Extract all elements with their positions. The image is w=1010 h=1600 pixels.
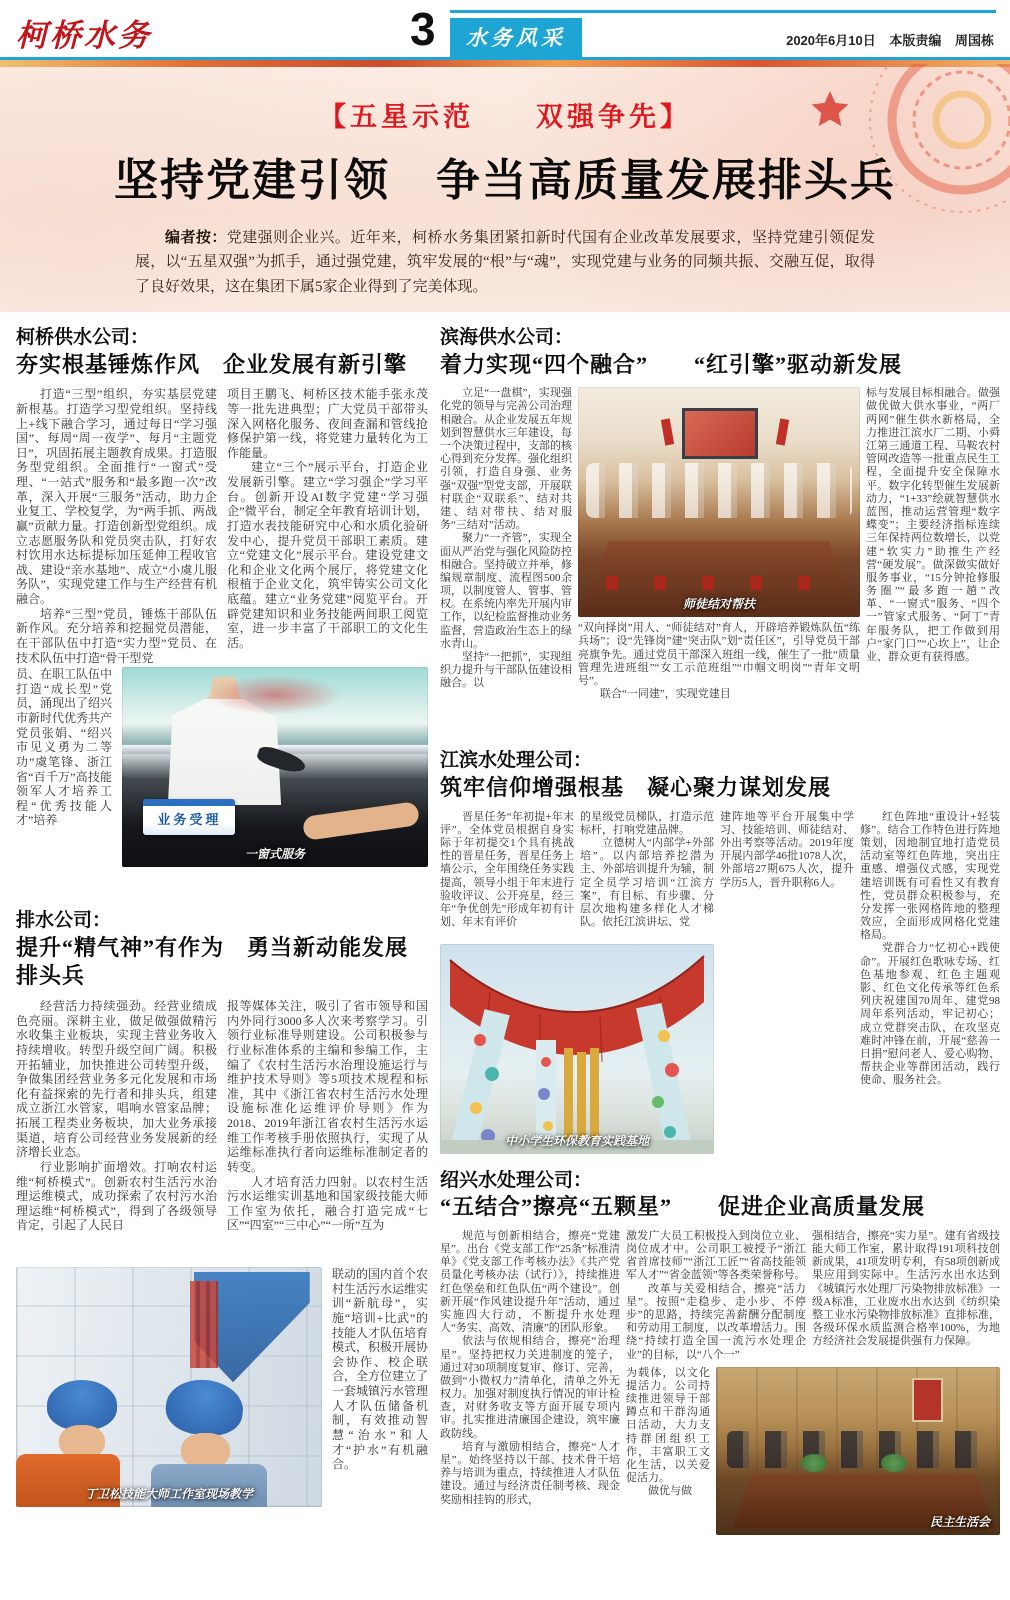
- text-column: [440, 387, 572, 739]
- paragraph: 培育与激励相结合，擦亮“人才星”。始终坚持以干部、技术骨干培养与培训为重点，持续推进人才队伍建设。通过与经济责任制考核、现金奖励相挂钩的形式，: [440, 1440, 620, 1506]
- paragraph: 晋星任务“年初提+年末评”。全体党员根据自身实际于年初提交1个具有挑战性的晋星任务，晋星任务上墙公示，全年围绕任务实践提高，领导小组于年末进行验收评议、公开亮星，经三年“争优创先”形成年初有计划、年末有评价: [440, 810, 574, 929]
- middle-column: [578, 387, 860, 739]
- banner: [0, 60, 1010, 312]
- article-title-line2: “五结合”擦亮“五颗星” 促进企业高质量发展: [440, 1194, 926, 1220]
- text-column: [720, 811, 854, 1159]
- paragraph: 坚持“一把抓”，实现组织力提升与干部队伍建设相融合。以: [440, 651, 572, 690]
- article-body: [440, 811, 1000, 1159]
- worker-helmet: [47, 1380, 117, 1430]
- text-row: [626, 1230, 1000, 1362]
- red-curtain: [190, 1281, 218, 1367]
- paragraph: 打造“三型”组织，夯实基层党建新根基。打造学习型党组织。坚持线上+线下融合学习，通过每日“学习强国”、每周“周一夜学”、每月“主题党日”，巩固拓展主题教育成果。打造服务型党组织。全面推行“一窗式”受理、“一站式”服务和“最多跑一次”改革，深入开展“三服务”活动，助力企业复工、学校复学，为“两手抓、两战赢”贡献力量。打造创新型党组织。成立志愿服务队和党员突击队，打好农村饮用水达标提标加压延伸工程收官战、建设“亲水基地”、成立“小虞儿服务队”，实现党建工作与生产经营有机融合。: [16, 387, 217, 607]
- article-body: [440, 1230, 1000, 1535]
- editor-note: [135, 226, 875, 299]
- worker-helmet: [163, 1376, 245, 1439]
- text-column: [227, 387, 428, 665]
- paragraph: 强相结合，擦亮“实力星”。建有省级技能大师工作室，累计取得191项科技创新成果，41项发明专利，有58项创新成果应用到实际中。生活污水出水达到《城镇污水处理厂污染物排放标准》一级A标准，工业废水出水达到《纺织染整工业水污染物排放标准》直排标准，各级环保水质监测合格率100%，为地方经济社会发展提供强有力保障。: [812, 1229, 1000, 1348]
- banner-ornament-strip: [0, 60, 1010, 67]
- article-title: [440, 1169, 1000, 1222]
- left-column-group: [16, 320, 428, 1535]
- photo-caption: 师徒结对帮扶: [682, 597, 755, 612]
- right-column-group: [440, 320, 1000, 1535]
- left-block: [440, 811, 714, 1159]
- article-title: [440, 326, 1000, 379]
- article-keqiao-supply: [16, 326, 428, 867]
- page-number: 3: [410, 3, 436, 55]
- photo-row: [626, 1367, 1000, 1535]
- section-badge: 水务风采: [450, 18, 582, 57]
- text-column: [812, 1230, 1000, 1362]
- photo-row: [16, 667, 428, 867]
- editor-name: 周国栋: [954, 33, 994, 48]
- page-content: [0, 312, 1010, 1535]
- photo-caption: 一窗式服务: [244, 847, 305, 862]
- photo-caption: 民主生活会: [929, 1514, 990, 1529]
- plant-icon: [881, 1454, 907, 1472]
- red-folders: [606, 576, 832, 590]
- paragraph: 项目王鹏飞、柯桥区技术能手张永茂等一批先进典型；广大党员干部带头深入网格化服务、夜间查漏和管线抢修保护第一线，将党建力量转化为工作能量。: [227, 387, 428, 460]
- paragraph: 标与发展目标相融合。做强做优做大供水事业，“两厂两网”催生供水新格局，全力推进江滨水厂二期、小舜江第三通道工程、马鞍农村管网改造等一批重点民生工程，全面提升安全保障水平。数字化转型催生发展新动力，“1+33”绘就智慧供水蓝图，推动运营管理“数字蝶变”；主要经济指标连续三年保持两位数增长，以党建“软实力”助推生产经营“硬发展”。做深做实做好服务事业，“15分钟抢修服务圈”“最多跑一趟”改革、“一窗式”服务、“四个一”管家式服务、“阿丁”青年服务队，把工作做到用户“家门口”“心坎上”，让企业、群众更有获得感。: [866, 387, 1000, 664]
- paragraph: 员、在职工队伍中打造“成长型”党员，涌现出了绍兴市新时代优秀共产党员张娟、“绍兴市见义勇为二等功”虞笔锋、浙江省“百千万”高技能领军人才培养工程“优秀技能人才”培养: [16, 667, 113, 828]
- article-body: [16, 999, 428, 1265]
- article-title: [16, 326, 428, 379]
- right-block: [626, 1230, 1000, 1535]
- article-jiangbin-treatment: [440, 749, 1000, 1158]
- photo-mentor-pairing: [578, 387, 860, 617]
- text-column: [16, 667, 112, 867]
- paragraph: 经营活力持续强劲。经营业绩成色亮丽。深耕主业，做足做强做精污水收集主业板块，实现主营业务收入持续增收。转型升级空间广阔。积极开拓辅业，加快推进公司转型升级，争做集团经营业务多元化发展和市场化有益探索的先行者和排头兵，组建成立浙江水管家，唱响水管家品牌；拓展工程类业务板块，加大业务承接渠道，培育公司经营业务发展新的经济增长业态。: [16, 999, 217, 1160]
- photo-row: [16, 1267, 428, 1507]
- paragraph: 人才培育活力四射。以农村生活污水运维实训基地和国家级技能大师工作室为依托，融合打造完成“七区”“四室”“三中心”“一所”互为: [227, 1174, 428, 1233]
- photo-caption: 丁卫松技能大师工作室现场教学: [84, 1487, 253, 1502]
- text-row: [440, 811, 714, 939]
- plant-icon: [801, 1454, 827, 1472]
- paragraph: 联合“一同建”，实现党建目: [600, 688, 731, 701]
- paragraph: 建阵地等平台开展集中学习、技能培训、师徒结对、外出考察等活动。2019年度开展内部学46批1078人次，外部培27期675人次，提升学历5人，晋升职称6人。: [720, 810, 854, 889]
- article-title-line1: 柯桥供水公司：: [16, 327, 150, 348]
- masthead-logo: 柯桥水务: [16, 18, 152, 53]
- article-title-line1: 绍兴水处理公司：: [440, 1169, 593, 1191]
- article-title-line1: 排水公司：: [16, 910, 112, 932]
- paragraph: “双向择岗”用人、“师徒结对”育人，开辟培养锻炼队伍“练兵场”；设“先锋岗”建“突击队”划“责任区”，引导党员干部亮旗争先。通过党员干部深入班组一线，催生了一批“质量管理先进班组”“女工示范班组”“巾帼文明岗”“青年文明号”。: [578, 622, 860, 688]
- text-column: [578, 622, 860, 701]
- clerk-figure: [168, 677, 281, 805]
- counter-sign: [143, 799, 235, 835]
- article-title-line2: 筑牢信仰增强根基 凝心聚力谋划发展: [440, 774, 832, 800]
- paragraph: 改革与关爱相结合，擦亮“活力星”。按照“走稳步、走小步、不停步”的思路，持续完善薪酬分配制度和劳动用工制度，以改革增活力。围绕“持续打造全国一流污水处理企业”的目标，以“八个一”: [626, 1282, 806, 1361]
- article-paishui-drainage: [16, 909, 428, 1507]
- red-flag-icon: [775, 419, 788, 446]
- article-binhai-supply: [440, 326, 1000, 739]
- photo-caption: 中小学生环保教育实践基地: [504, 1133, 649, 1148]
- article-body: [440, 387, 1000, 739]
- text-column: [440, 811, 574, 939]
- article-title-line1: 滨海供水公司：: [440, 327, 574, 348]
- people-row: [727, 1431, 988, 1468]
- text-column: [580, 811, 714, 939]
- paragraph: 联动的国内首个农村生活污水运维实训“新航母”，实施“培训+比武”的技能人才队伍培育模式，积极开展协会协作、校企联合，全方位建立了一套城镇污水管理人才队伍储备机制，有效推动智慧“治水”和人才“护水”有机融合。: [332, 1267, 429, 1472]
- paragraph: 建立“三个”展示平台，打造企业发展新引擎。建立“学习强企”学习平台。创新开设AI数字党建“学习强企”微平台，制定全年教育培训计划，打造水表技能研究中心和水质化验研发中心，提升党员干部职工素质。建立“党建文化”展示平台。建设党建文化和企业文化两个展厅，将党建文化根植于企业文化，筑牢铸实公司文化底蕴。建立“业务党建”阅览平台。开辟党建知识和业务技能两间职工阅览室，进一步丰富了干部职工的文化生活。: [227, 460, 428, 650]
- text-column: [332, 1267, 428, 1507]
- paragraph: 激发广大员工积极投入到岗位立业、岗位成才中。公司职工被授予“浙江省首席技师”“浙江工匠”“省高技能领军人才”“省金蓝领”等各类荣誉称号。: [626, 1229, 806, 1282]
- article-title-line2: 提升“精气神”有作为 勇当新动能发展排头兵: [16, 934, 409, 989]
- text-column: [860, 811, 1000, 1159]
- people-row: [586, 463, 851, 518]
- text-column: [16, 387, 217, 665]
- photo-eco-education-base: [440, 944, 714, 1154]
- editor-note-text: 党建强则企业兴。近年来，柯桥水务集团紧扣新时代国有企业改革发展要求，坚持党建引领促发展，以“五星双强”为抓手，通过强党建，筑牢发展的“根”与“魂”，实现党建与业务的同频共振、交融互促，取得了良好效果，这在集团下属5家企业得到了完美体现。: [135, 230, 875, 295]
- dateline: [776, 30, 994, 49]
- paragraph: 党群合力“忆初心+践使命”。开展红色歌咏专场、红色基地参观、红色主题观影、红色文化传承等红色系列庆祝建国70周年、建党98周年系列活动，牢记初心；成立党群突击队，在攻坚克难时冲锋在前，开展“慈善一日捐”慰问老人、爱心购物、帮扶企业等群团活动，践行使命、服务社会。: [860, 942, 1000, 1087]
- article-body: [16, 387, 428, 665]
- photo-master-studio-teaching: [16, 1267, 322, 1507]
- playground-illustration: [440, 944, 714, 1154]
- paragraph: 为载体，以文化提活力。公司持续推进领导干部蹲点和干群沟通日活动，大力支持群团组织工作，丰富职工文化生活，以关爱促活力。: [626, 1366, 710, 1485]
- paragraph: 报等媒体关注，吸引了省市领导和国内外同行3000多人次来考察学习。引领行业标准导则建设。公司积极参与行业标准体系的主编和参编工作，主编了《农村生活污水治理设施运行与维护技术导则》等5项技术规程和标准，其中《浙江省农村生活污水处理设施标准化运维评价导则》作为2018、2019年浙江省农村生活污水运维工作考核手册依照执行，实现了从运维标准执行者向运维标准制定者的转变。: [227, 999, 428, 1174]
- text-column: [440, 1230, 620, 1535]
- paragraph: 依法与依规相结合，擦亮“治理星”。坚持把权力关进制度的笼子，通过对30项制度复审、修订、完善，做到“小微权力”清单化，清单之外无权力。加强对制度执行情况的审计检查，对财务收支等方面开展专项内审。扎实推进清廉国企建设，筑牢廉政防线。: [440, 1335, 620, 1440]
- text-column: [227, 999, 428, 1265]
- editor-note-label: 编者按：: [165, 230, 227, 246]
- paragraph: 规范与创新相结合，擦亮“党建星”。出台《党支部工作“25条”标准清单》《党支部工作考核办法》《共产党员量化考核办法（试行）》，持续推进红色堡垒和红色队伍“两个建设”。创新开展“作风建设提升年”活动，通过实施四大行动，不断提升水处理人“务实、高效、清廉”的团队形象。: [440, 1229, 620, 1335]
- photo-democratic-life-meeting: [716, 1367, 1000, 1535]
- article-title-line1: 江滨水处理公司：: [440, 750, 593, 772]
- wall-banner: [912, 1378, 943, 1422]
- text-column: [16, 999, 217, 1265]
- paragraph: 的星级党员梯队，打造示范标杆，打响党建品牌。: [580, 810, 714, 836]
- presentation-screen: [682, 408, 758, 459]
- banner-headline: 坚持党建引领 争当高质量发展排头兵: [114, 156, 896, 205]
- text-column: [626, 1230, 806, 1362]
- paragraph: 立德树人“内部学+外部培”。以内部培养挖潜为主、外部培训提升为辅，制定全员学习培训“江滨方案”，有目标、有步骤、分层次地构建多样化人才梯队。依托江滨讲坛、党: [580, 836, 714, 929]
- text-column: [866, 387, 1000, 739]
- article-title-line2: 着力实现“四个融合” “红引擎”驱动新发展: [440, 351, 903, 377]
- paragraph: 做优与做: [648, 1485, 692, 1498]
- editor-label: 本版责编: [889, 33, 942, 48]
- article-title: [16, 909, 428, 991]
- paragraph: 行业影响扩面增效。打响农村运维“柯桥模式”。创新农村生活污水治理运维模式，成功探索了农村污水治理运维“柯桥模式”，得到了各级领导肯定，引起了人民日: [16, 1159, 217, 1233]
- paragraph: 聚力“一齐管”，实现全面从严治党与强化风险防控相融合。坚持破立并举，修编规章制度、流程图500余项，以制度管人、管事、管权。在系统内率先开展内审工作，以纪检监督推动业务监督，营造政治生态上的绿水青山。: [440, 532, 572, 650]
- photo-service-counter: [122, 667, 428, 867]
- banner-kicker: 【五星示范 双强争先】: [319, 102, 691, 132]
- paragraph: 红色阵地“重设计+轻装修”。结合工作特色进行阵地策划，因地制宜地打造党员活动室等红色阵地，突出庄重感、增强仪式感，实现党建培训既有可看性又有教育性，党员群众积极参与，充分发挥一张网格阵地的整理效应，全面形成网格化党建格局。: [860, 810, 1000, 942]
- customer-arm: [301, 801, 419, 841]
- article-title: [440, 749, 1000, 802]
- date-text: 2020年6月10日: [786, 33, 876, 48]
- article-shaoxing-treatment: [440, 1169, 1000, 1535]
- paragraph: 培养“三型”党员，锤炼干部队伍新作风。充分培养和挖掘党员潜能，在干部队伍中打造“实力型”党员、在技术队伍中打造“骨干型党: [16, 606, 217, 665]
- article-title-line2: 夯实根基锤炼作风 企业发展有新引擎: [16, 351, 408, 377]
- counter-sign-text: 业务受理: [157, 812, 222, 828]
- paragraph: 立足“一盘棋”，实现强化党的领导与完善公司治理相融合。从企业发展五年规划到智慧供水三年建设，每一个决策过程中，支部的核心得到充分发挥。强化组织引领，打造自身强、业务强“双强”型党支部，开展联村联企“双联系”、结对共建、结对带扶、结对服务“三结对”活动。: [440, 387, 572, 532]
- text-column: [626, 1367, 710, 1535]
- red-flag-icon: [660, 419, 673, 446]
- masthead-bar: [0, 0, 1010, 60]
